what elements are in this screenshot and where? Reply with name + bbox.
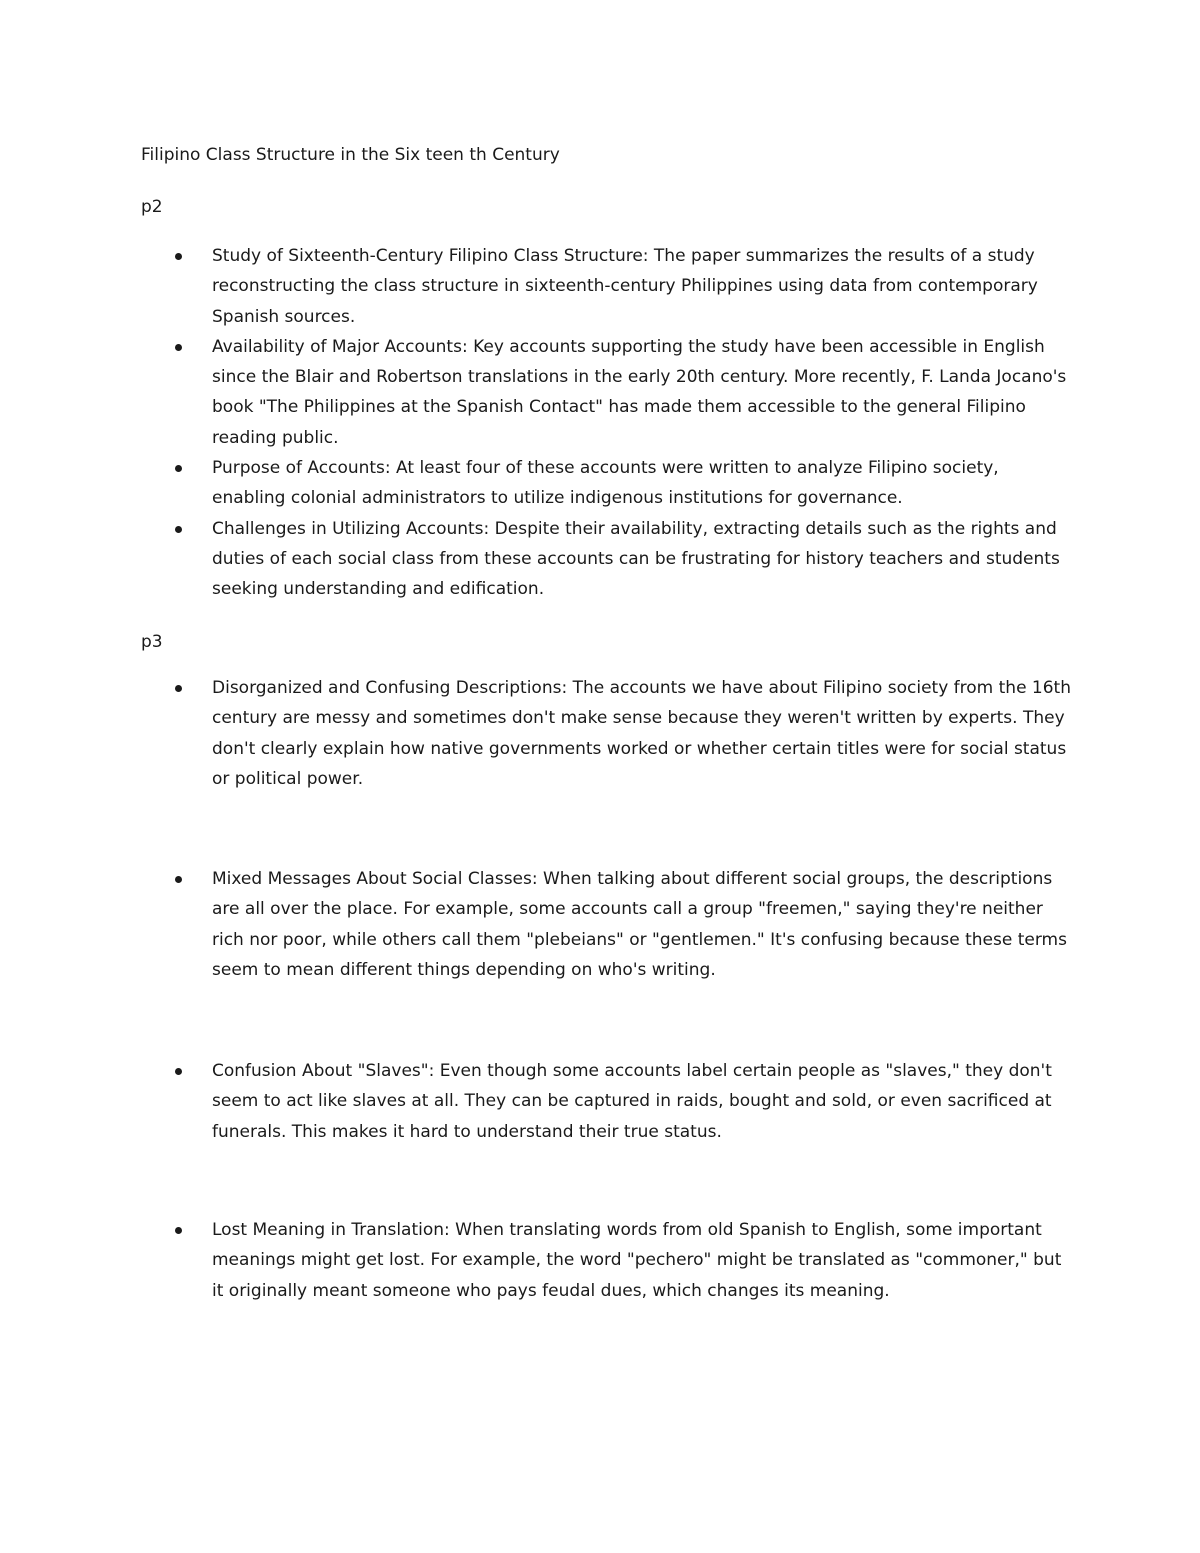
- list-item: [0, 1056, 1072, 1147]
- list-item-text: Mixed Messages About Social Classes: When talking about different social groups, the descriptions are all over the place. For example, some accounts call a group "freemen," saying they're neither rich nor poor, while others call them "plebeians" or "gentlemen." It's confusing because these terms seem to mean different things depending on who's writing.: [212, 869, 1067, 980]
- bullet-icon: [175, 526, 182, 533]
- list-item: [0, 332, 1072, 453]
- list-item-text: Availability of Major Accounts: Key accounts supporting the study have been accessible in English since the Blair and Robertson translations in the early 20th century. More recently, F. Landa Jocano's book "The Philippines at the Spanish Contact" has made them accessible to the general Filipino reading public.: [212, 336, 1067, 448]
- list-item-text: Lost Meaning in Translation: When translating words from old Spanish to English, some important meanings might get lost. For example, the word "pechero" might be translated as "commoner," but it originally meant someone who pays feudal dues, which changes its meaning.: [212, 1220, 1062, 1301]
- document-title: Filipino Class Structure in the Six teen th Century: [141, 145, 560, 165]
- bullet-icon: [175, 685, 182, 692]
- section-label-p2: p2: [141, 197, 163, 217]
- bullet-icon: [175, 344, 182, 351]
- section-label-p3: p3: [141, 632, 163, 652]
- bullet-list-p3-item-3: [0, 1056, 1200, 1147]
- list-item-text: Confusion About "Slaves": Even though some accounts label certain people as "slaves," they don't seem to act like slaves at all. They can be captured in raids, bought and sold, or even sacrificed at funerals. This makes it hard to understand their true status.: [212, 1061, 1052, 1142]
- list-item: [0, 864, 1072, 985]
- list-item: [0, 514, 1072, 605]
- list-item-text: Challenges in Utilizing Accounts: Despite their availability, extracting details such as the rights and duties of each social class from these accounts can be frustrating for history teachers and students seeking understanding and edification.: [212, 518, 1060, 600]
- list-item: [0, 241, 1072, 332]
- bullet-list-p2: [0, 241, 1200, 605]
- bullet-icon: [175, 1227, 182, 1234]
- bullet-icon: [175, 253, 182, 260]
- list-item: [0, 1215, 1072, 1306]
- bullet-icon: [175, 465, 182, 472]
- bullet-icon: [175, 876, 182, 883]
- list-item: [0, 673, 1072, 794]
- list-item: [0, 453, 1072, 514]
- list-item-text: Purpose of Accounts: At least four of these accounts were written to analyze Filipino society, enabling colonial administrators to utilize indigenous institutions for governance.: [212, 458, 999, 509]
- list-item-text: Study of Sixteenth-Century Filipino Class Structure: The paper summarizes the results of a study reconstructing the class structure in sixteenth-century Philippines using data from contemporary Spanish sources.: [212, 246, 1038, 327]
- list-item-text: Disorganized and Confusing Descriptions: The accounts we have about Filipino society from the 16th century are messy and sometimes don't make sense because they weren't written by experts. They don't clearly explain how native governments worked or whether certain titles were for social status or political power.: [212, 678, 1071, 789]
- bullet-icon: [175, 1068, 182, 1075]
- bullet-list-p3-item-2: [0, 864, 1200, 985]
- bullet-list-p3-item-4: [0, 1215, 1200, 1306]
- bullet-list-p3-item-1: [0, 673, 1200, 794]
